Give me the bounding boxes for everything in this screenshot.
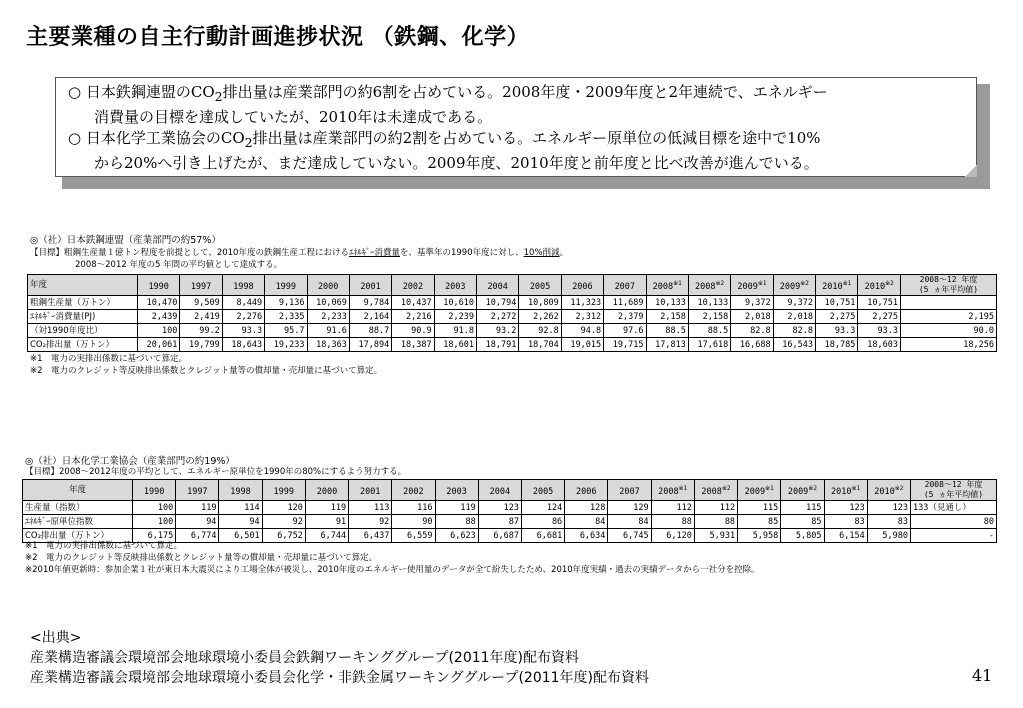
table-cell bbox=[901, 296, 997, 310]
table-cell: 11,323 bbox=[561, 296, 603, 310]
table-cell: 87 bbox=[478, 515, 521, 529]
header-year bbox=[608, 480, 651, 501]
header-year bbox=[392, 480, 435, 501]
table-cell: 97.6 bbox=[604, 324, 646, 338]
summary-text: 排出量は産業部門の約6割を占めている。2008年度・2009年度と2年連続で、エネルギー bbox=[222, 83, 828, 101]
table-cell: 88.7 bbox=[349, 324, 391, 338]
table-cell: 20,061 bbox=[138, 338, 180, 352]
table-cell: 6,745 bbox=[608, 529, 651, 543]
table-cell: 5,958 bbox=[738, 529, 781, 543]
table-cell: 85 bbox=[738, 515, 781, 529]
year-label: 2010 bbox=[864, 281, 886, 292]
table-cell: 6,623 bbox=[435, 529, 478, 543]
table-cell: 2,018 bbox=[731, 310, 773, 324]
summary-line-2: 消費量の目標を達成していたが、2010年は未達成である。 bbox=[94, 108, 493, 126]
header-year bbox=[646, 275, 688, 296]
table-cell: 6,175 bbox=[133, 529, 176, 543]
table-cell: 18,643 bbox=[222, 338, 264, 352]
table-cell: 18,363 bbox=[307, 338, 349, 352]
table-cell: 5,805 bbox=[781, 529, 824, 543]
table-cell: 19,233 bbox=[265, 338, 307, 352]
header-year bbox=[262, 480, 305, 501]
chem-heading: ◎（社）日本化学工業協会（産業部門の約19%） bbox=[25, 456, 235, 467]
summary-line-3 bbox=[68, 128, 968, 153]
table-cell: 91.8 bbox=[434, 324, 476, 338]
table-cell: 93.2 bbox=[477, 324, 519, 338]
header-year bbox=[305, 480, 348, 501]
header-average bbox=[901, 275, 997, 296]
table-cell: 94 bbox=[176, 515, 219, 529]
table-cell: 6,437 bbox=[349, 529, 392, 543]
table-cell: 90 bbox=[392, 515, 435, 529]
year-label: 2008 bbox=[658, 486, 679, 497]
bullet-icon: ○ bbox=[68, 129, 82, 147]
footnote-mark: ※1 bbox=[678, 484, 688, 492]
year-label: 1998 bbox=[230, 486, 251, 497]
header-year bbox=[738, 480, 781, 501]
header-year bbox=[392, 275, 434, 296]
header-year bbox=[180, 275, 222, 296]
summary-line-1 bbox=[68, 82, 968, 107]
goal-underlined: ｴﾈﾙｷﾞｰ消費量 bbox=[348, 248, 400, 258]
table-header-row bbox=[28, 275, 997, 296]
table-cell: 10,133 bbox=[688, 296, 730, 310]
year-label: 2009 bbox=[779, 281, 801, 292]
note-3: ※2010年値更新時：参加企業１社が東日本大震災により工場全体が被災し、2010年度のエネルギー使用量のデータが全て紛失したため、2010年度実績・過去の実績データから一社分を控除。 bbox=[25, 565, 760, 575]
goal-text: 。 bbox=[559, 248, 569, 258]
subscript: 2 bbox=[244, 135, 253, 150]
table-cell: 83 bbox=[867, 515, 910, 529]
page-title: 主要業種の自主行動計画進捗状況 （鉄鋼、化学） bbox=[26, 25, 530, 50]
summary-line-4: から20%へ引き上げたが、まだ達成していない。2009年度、2010年度と前年度と比べ改善が進んでいる。 bbox=[94, 154, 819, 172]
header-year bbox=[176, 480, 219, 501]
row-label: （対1990年度比） bbox=[28, 324, 138, 338]
header-year bbox=[133, 480, 176, 501]
table-cell: 119 bbox=[435, 501, 478, 515]
table-cell: 16,688 bbox=[731, 338, 773, 352]
year-label: 2008 bbox=[695, 281, 716, 292]
header-year bbox=[561, 275, 603, 296]
row-label: CO₂排出量（万トン） bbox=[28, 338, 138, 352]
steel-table bbox=[27, 274, 997, 352]
average-sublabel: (5 ヵ年平均値) bbox=[918, 285, 979, 294]
table-cell: 90.9 bbox=[392, 324, 434, 338]
footnote-mark: ※1 bbox=[851, 484, 861, 492]
table-cell: 112 bbox=[694, 501, 737, 515]
year-label: 2006 bbox=[572, 281, 593, 292]
table-cell: 18,256 bbox=[901, 338, 997, 352]
table-cell: 86 bbox=[521, 515, 564, 529]
table-row bbox=[28, 338, 997, 352]
table-cell: 129 bbox=[608, 501, 651, 515]
row-label: 粗鋼生産量（万トン） bbox=[28, 296, 138, 310]
table-cell: 2,262 bbox=[519, 310, 561, 324]
table-cell: 17,618 bbox=[688, 338, 730, 352]
table-cell: 6,687 bbox=[478, 529, 521, 543]
year-label: 2009 bbox=[737, 281, 758, 292]
table-cell: 2,419 bbox=[180, 310, 222, 324]
table-cell: 112 bbox=[651, 501, 694, 515]
table-cell: 2,275 bbox=[816, 310, 858, 324]
table-cell: 119 bbox=[305, 501, 348, 515]
table-cell: 19,715 bbox=[604, 338, 646, 352]
table-cell: 91.6 bbox=[307, 324, 349, 338]
footnote-mark: ※1 bbox=[757, 279, 767, 287]
year-label: 2002 bbox=[402, 281, 424, 292]
goal-underlined: 10%削減 bbox=[523, 248, 560, 258]
table-cell: 120 bbox=[262, 501, 305, 515]
table-cell: 88 bbox=[435, 515, 478, 529]
year-label: 2003 bbox=[446, 486, 467, 497]
table-cell: 115 bbox=[738, 501, 781, 515]
table-cell: 10,751 bbox=[858, 296, 901, 310]
row-label: CO₂排出量（万トン） bbox=[23, 529, 133, 543]
source-line-1: 産業構造審議会環境部会地球環境小委員会鉄鋼ワーキンググループ(2011年度)配布資料 bbox=[30, 650, 580, 666]
table-row bbox=[23, 515, 997, 529]
header-year bbox=[138, 275, 180, 296]
header-year bbox=[773, 275, 815, 296]
footnote-mark: ※1 bbox=[765, 484, 774, 492]
table-cell: 88 bbox=[651, 515, 694, 529]
table-cell: 113 bbox=[349, 501, 392, 515]
table-cell: 5,980 bbox=[867, 529, 910, 543]
table-cell: 2,239 bbox=[434, 310, 476, 324]
header-year bbox=[824, 480, 867, 501]
table-row bbox=[28, 310, 997, 324]
page-fold-corner bbox=[965, 165, 977, 177]
table-cell: 99.2 bbox=[180, 324, 222, 338]
summary-text: 日本化学工業協会のCO bbox=[85, 129, 245, 147]
header-label: 年度 bbox=[23, 480, 133, 501]
footnote-mark: ※2 bbox=[894, 484, 904, 492]
table-cell: 91 bbox=[305, 515, 348, 529]
year-label: 2004 bbox=[489, 486, 511, 497]
table-cell: 10,794 bbox=[477, 296, 519, 310]
header-year bbox=[858, 275, 901, 296]
table-cell: 92 bbox=[349, 515, 392, 529]
table-cell: 123 bbox=[824, 501, 867, 515]
header-year bbox=[867, 480, 910, 501]
header-year bbox=[731, 275, 773, 296]
goal-text: を、基準年の1990年度に対し、 bbox=[399, 248, 524, 258]
source-label: <出典> bbox=[30, 630, 82, 646]
table-cell: 2,275 bbox=[858, 310, 901, 324]
year-label: 2010 bbox=[822, 281, 843, 292]
row-label: ｴﾈﾙｷﾞｰ消費量(PJ) bbox=[28, 310, 138, 324]
table-cell: 17,894 bbox=[349, 338, 391, 352]
year-label: 2005 bbox=[532, 486, 554, 497]
table-cell: 2,164 bbox=[349, 310, 391, 324]
header-year bbox=[265, 275, 307, 296]
table-cell: 123 bbox=[478, 501, 521, 515]
table-cell: 18,791 bbox=[477, 338, 519, 352]
header-year bbox=[349, 480, 392, 501]
table-cell: 92.8 bbox=[519, 324, 561, 338]
table-header-row bbox=[23, 480, 997, 501]
table-cell: 82.8 bbox=[773, 324, 815, 338]
table-cell: 2,018 bbox=[773, 310, 815, 324]
table-cell: 6,501 bbox=[219, 529, 262, 543]
table-cell: 6,120 bbox=[651, 529, 694, 543]
table-cell: 18,603 bbox=[858, 338, 901, 352]
table-cell: 128 bbox=[565, 501, 608, 515]
subscript: 2 bbox=[214, 89, 223, 104]
header-year bbox=[604, 275, 646, 296]
table-cell: 19,015 bbox=[561, 338, 603, 352]
note-2: ※2 電力のクレジット等反映排出係数とクレジット量等の償却量・売却量に基づいて算定。 bbox=[25, 553, 378, 563]
average-label: 2008～12 年度 bbox=[919, 275, 978, 284]
table-cell: 5,931 bbox=[694, 529, 737, 543]
table-cell: 88 bbox=[694, 515, 737, 529]
bullet-icon: ○ bbox=[68, 83, 82, 101]
table-cell: 133（見通し） bbox=[911, 501, 997, 515]
year-label: 2006 bbox=[576, 486, 597, 497]
header-year bbox=[222, 275, 264, 296]
table-row bbox=[23, 501, 997, 515]
table-cell: 83 bbox=[824, 515, 867, 529]
table-cell: 18,387 bbox=[392, 338, 434, 352]
table-cell: 6,752 bbox=[262, 529, 305, 543]
table-cell: 2,312 bbox=[561, 310, 603, 324]
row-label: ｴﾈﾙｷﾞｰ原単位指数 bbox=[23, 515, 133, 529]
header-label: 年度 bbox=[28, 275, 138, 296]
header-year bbox=[435, 480, 478, 501]
year-label: 1999 bbox=[275, 281, 297, 292]
table-cell: 100 bbox=[138, 324, 180, 338]
table-cell: 18,785 bbox=[816, 338, 858, 352]
year-label: 1999 bbox=[273, 486, 294, 497]
average-sublabel: (5 ヵ年平均値) bbox=[923, 490, 984, 499]
table-cell: 6,634 bbox=[565, 529, 608, 543]
summary-text: 日本鉄鋼連盟のCO bbox=[85, 83, 215, 101]
table-cell: 6,681 bbox=[521, 529, 564, 543]
table-cell: 93.3 bbox=[858, 324, 901, 338]
table-cell: 18,704 bbox=[519, 338, 561, 352]
header-year bbox=[434, 275, 476, 296]
table-cell: 2,216 bbox=[392, 310, 434, 324]
table-cell: 9,372 bbox=[773, 296, 815, 310]
table-cell: 10,751 bbox=[816, 296, 858, 310]
average-label: 2008～12 年度 bbox=[924, 480, 983, 489]
table-cell: 80 bbox=[911, 515, 997, 529]
table-cell: 11,689 bbox=[604, 296, 646, 310]
table-cell: 17,813 bbox=[646, 338, 688, 352]
footnote-mark: ※2 bbox=[800, 279, 809, 287]
table-cell: 18,601 bbox=[434, 338, 476, 352]
chem-notes bbox=[25, 540, 760, 576]
table-cell: 88.5 bbox=[646, 324, 688, 338]
table-cell: 2,272 bbox=[477, 310, 519, 324]
year-label: 1990 bbox=[148, 281, 169, 292]
table-cell: 93.3 bbox=[222, 324, 264, 338]
year-label: 2008 bbox=[701, 486, 722, 497]
table-cell: 10,069 bbox=[307, 296, 349, 310]
year-label: 2010 bbox=[831, 486, 852, 497]
table-cell: 10,610 bbox=[434, 296, 476, 310]
table-cell: 2,379 bbox=[604, 310, 646, 324]
header-year bbox=[477, 275, 519, 296]
table-cell: 2,158 bbox=[646, 310, 688, 324]
table-cell: 10,470 bbox=[138, 296, 180, 310]
year-label: 2009 bbox=[787, 486, 809, 497]
table-cell: 88.5 bbox=[688, 324, 730, 338]
note-1: ※1 電力の実排出係数に基づいて算定。 bbox=[25, 541, 183, 551]
footnote-mark: ※2 bbox=[721, 484, 731, 492]
table-cell: 114 bbox=[219, 501, 262, 515]
year-label: 1990 bbox=[143, 486, 165, 497]
table-cell: 2,439 bbox=[138, 310, 180, 324]
steel-goal bbox=[30, 247, 568, 259]
table-cell: 90.0 bbox=[901, 324, 997, 338]
table-cell: 124 bbox=[521, 501, 564, 515]
year-label: 2007 bbox=[614, 281, 636, 292]
table-cell: 2,158 bbox=[688, 310, 730, 324]
footnote-mark: ※2 bbox=[885, 279, 894, 287]
steel-heading: ◎（社）日本鉄鋼連盟（産業部門の約57%） bbox=[30, 235, 221, 246]
table-cell: 94.8 bbox=[561, 324, 603, 338]
year-label: 2005 bbox=[529, 281, 551, 292]
year-label: 2001 bbox=[359, 486, 381, 497]
source-line-2: 産業構造審議会環境部会地球環境小委員会化学・非鉄金属ワーキンググループ(2011年度)配布資料 bbox=[30, 670, 650, 686]
table-cell: 93.3 bbox=[816, 324, 858, 338]
table-cell: 10,133 bbox=[646, 296, 688, 310]
header-year bbox=[694, 480, 737, 501]
year-label: 1997 bbox=[190, 281, 212, 292]
header-year bbox=[816, 275, 858, 296]
source-block bbox=[30, 628, 649, 688]
page-number: 41 bbox=[972, 666, 993, 685]
steel-notes bbox=[30, 353, 382, 377]
header-year bbox=[688, 275, 730, 296]
header-year bbox=[349, 275, 391, 296]
footnote-mark: ※2 bbox=[715, 279, 725, 287]
table-cell: 10,437 bbox=[392, 296, 434, 310]
table-cell: 2,276 bbox=[222, 310, 264, 324]
table-cell: 6,154 bbox=[824, 529, 867, 543]
header-year bbox=[519, 275, 561, 296]
table-cell: 116 bbox=[392, 501, 435, 515]
table-cell: 100 bbox=[133, 501, 176, 515]
table-cell: 9,509 bbox=[180, 296, 222, 310]
table-cell: 2,335 bbox=[265, 310, 307, 324]
table-cell: 8,449 bbox=[222, 296, 264, 310]
year-label: 1997 bbox=[187, 486, 208, 497]
table-cell: 6,744 bbox=[305, 529, 348, 543]
year-label: 2001 bbox=[360, 281, 381, 292]
year-label: 2003 bbox=[445, 281, 466, 292]
table-cell: 6,774 bbox=[176, 529, 219, 543]
table-cell: 94 bbox=[219, 515, 262, 529]
table-cell: 82.8 bbox=[731, 324, 773, 338]
year-label: 2009 bbox=[744, 486, 766, 497]
table-cell: 95.7 bbox=[265, 324, 307, 338]
steel-goal-line2: 2008～2012 年度の5 年間の平均値として達成する。 bbox=[75, 260, 283, 270]
table-cell: - bbox=[911, 529, 997, 543]
year-label: 2000 bbox=[317, 281, 339, 292]
summary-text: 排出量は産業部門の約2割を占めている。エネルギー原単位の低減目標を途中で10% bbox=[252, 129, 821, 147]
header-year bbox=[521, 480, 564, 501]
table-cell: 123 bbox=[867, 501, 910, 515]
table-cell: 6,559 bbox=[392, 529, 435, 543]
table-cell: 9,784 bbox=[349, 296, 391, 310]
year-label: 1998 bbox=[233, 281, 254, 292]
table-cell: 9,372 bbox=[731, 296, 773, 310]
footnote-mark: ※1 bbox=[673, 279, 682, 287]
footnote-mark: ※2 bbox=[808, 484, 817, 492]
year-label: 2007 bbox=[619, 486, 640, 497]
header-year bbox=[478, 480, 521, 501]
table-cell: 2,195 bbox=[901, 310, 997, 324]
year-label: 2010 bbox=[874, 486, 895, 497]
year-label: 2008 bbox=[652, 281, 674, 292]
table-cell: 92 bbox=[262, 515, 305, 529]
table-row bbox=[28, 296, 997, 310]
header-year bbox=[781, 480, 824, 501]
note-1: ※1 電力の実排出係数に基づいて算定。 bbox=[30, 354, 188, 364]
table-cell: 115 bbox=[781, 501, 824, 515]
table-row bbox=[28, 324, 997, 338]
table-cell: 10,809 bbox=[519, 296, 561, 310]
table-cell: 19,799 bbox=[180, 338, 222, 352]
table-cell: 84 bbox=[565, 515, 608, 529]
table-cell: 119 bbox=[176, 501, 219, 515]
header-year bbox=[219, 480, 262, 501]
chem-table bbox=[22, 479, 997, 543]
year-label: 2004 bbox=[487, 281, 508, 292]
summary-box bbox=[55, 77, 977, 177]
header-year bbox=[565, 480, 608, 501]
header-year bbox=[651, 480, 694, 501]
table-cell: 85 bbox=[781, 515, 824, 529]
header-year bbox=[307, 275, 349, 296]
table-cell: 9,136 bbox=[265, 296, 307, 310]
year-label: 2000 bbox=[316, 486, 338, 497]
row-label: 生産量（指数） bbox=[23, 501, 133, 515]
table-cell: 100 bbox=[133, 515, 176, 529]
footnote-mark: ※1 bbox=[842, 279, 852, 287]
table-cell: 16,543 bbox=[773, 338, 815, 352]
header-average bbox=[911, 480, 997, 501]
table-cell: 2,233 bbox=[307, 310, 349, 324]
note-2: ※2 電力のクレジット等反映排出係数とクレジット量等の償却量・売却量に基づいて算定。 bbox=[30, 366, 383, 376]
table-cell: 84 bbox=[608, 515, 651, 529]
chem-goal: 【目標】2008～2012年度の平均として、エネルギー原単位を1990年の80%にするよう努力する。 bbox=[25, 467, 407, 477]
year-label: 2002 bbox=[403, 486, 424, 497]
goal-text: 【目標】粗鋼生産量１億トン程度を前提として、2010年度の鉄鋼生産工程における bbox=[30, 248, 349, 258]
